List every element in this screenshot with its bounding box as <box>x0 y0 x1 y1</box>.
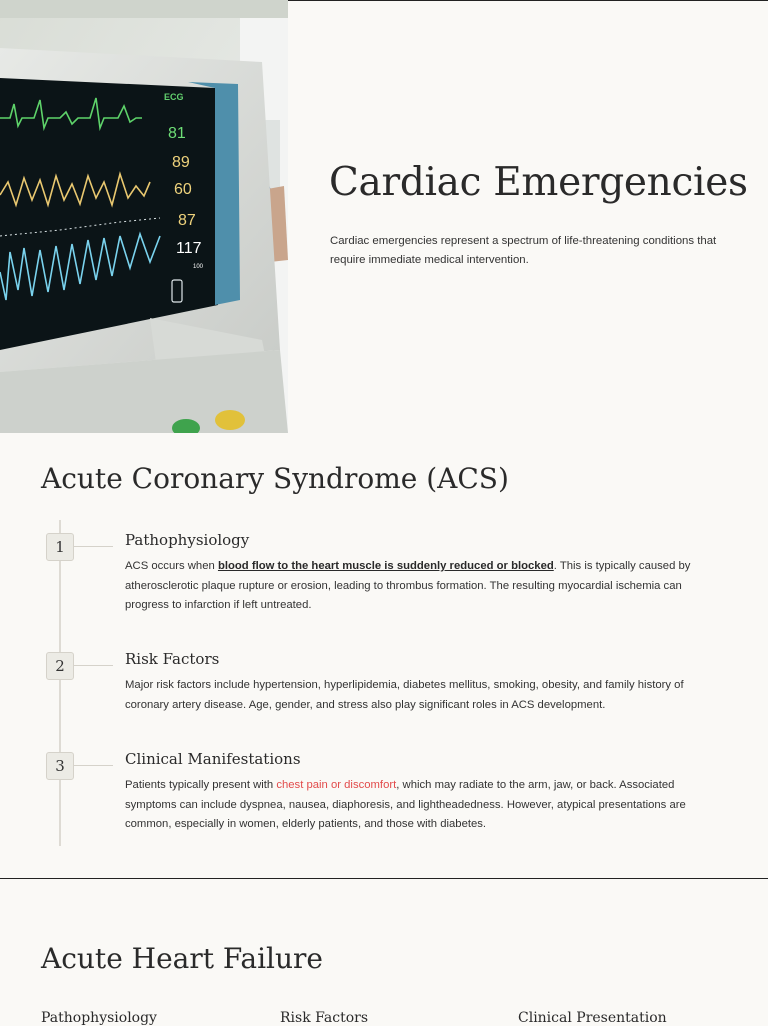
step-title: Pathophysiology <box>125 531 250 549</box>
timeline-line <box>59 520 61 846</box>
page-subtitle: Cardiac emergencies represent a spectrum of life-threatening conditions that require immediate medical intervention. <box>330 235 717 266</box>
reading-heart-rate: 81 <box>168 125 186 142</box>
reading-2: 60 <box>174 181 192 198</box>
step-title: Clinical Manifestations <box>125 750 301 768</box>
step-body-text: ACS occurs when <box>125 560 218 572</box>
emphasis-text: chest pain or discomfort <box>276 779 397 791</box>
acs-heading: Acute Coronary Syndrome (ACS) <box>41 462 509 495</box>
step-body-text: , which may radiate to the arm, jaw, or back. Associated symptoms can include dyspnea, nausea, diaphoresis, and lightheadedness. However, atypical presentations are common, especially in women, elderly patients, and those with diabetes. <box>125 779 686 830</box>
step-body-text: Patients typically present with <box>125 779 277 791</box>
heart-failure-heading: Acute Heart Failure <box>41 942 323 975</box>
column-heading-clinical-presentation: Clinical Presentation <box>518 1010 667 1026</box>
step-body: Major risk factors include hypertension, hyperlipidemia, diabetes mellitus, smoking, obesity, and family history of coronary artery disease. Age, gender, and stress also play significant roles in ACS development. <box>125 679 684 711</box>
column-heading-risk-factors: Risk Factors <box>280 1010 369 1026</box>
hero-section <box>0 0 768 433</box>
step-body <box>125 557 715 616</box>
emphasis-text: blood flow to the heart muscle is suddenly reduced or blocked <box>217 560 554 572</box>
step-title: Risk Factors <box>125 650 220 668</box>
ecg-label: ECG <box>164 92 184 102</box>
step-body-text: . This is typically caused by atherosclerotic plaque rupture or erosion, leading to thrombus formation. The resulting myocardial ischemia can progress to infarction if left untreated. <box>125 560 691 611</box>
reading-3: 87 <box>178 212 196 229</box>
patient-monitor-image <box>0 0 288 433</box>
step-number-badge: 3 <box>46 752 74 780</box>
column-heading-pathophysiology: Pathophysiology <box>41 1010 157 1026</box>
reading-1: 89 <box>172 154 190 171</box>
step-number-badge: 2 <box>46 652 74 680</box>
section-divider <box>0 878 768 879</box>
step-connector <box>73 765 113 766</box>
step-connector <box>73 546 113 547</box>
step-connector <box>73 665 113 666</box>
hero-top-rule <box>288 0 768 1</box>
reading-5: 100 <box>193 264 204 270</box>
step-body <box>125 776 715 835</box>
step-number-badge: 1 <box>46 533 74 561</box>
page-title: Cardiac Emergencies <box>329 160 748 205</box>
reading-4: 117 <box>176 240 202 257</box>
